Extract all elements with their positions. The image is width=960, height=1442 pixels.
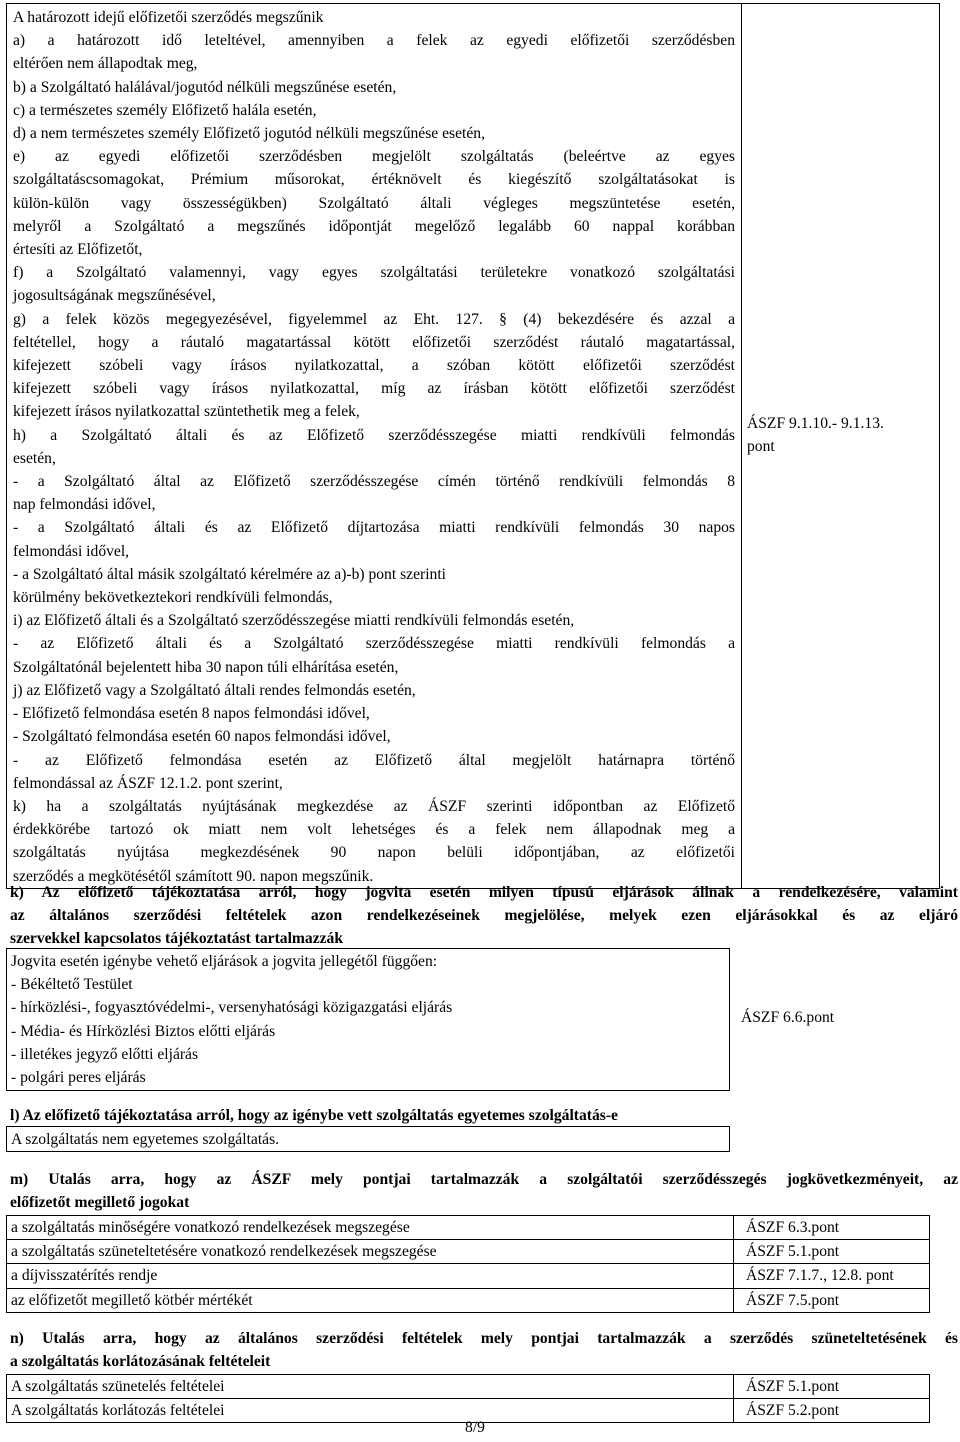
text-line: b) a Szolgáltató halálával/jogutód nélküli megszűnése esetén, xyxy=(13,78,397,96)
table-row xyxy=(7,1127,730,1152)
universal-service-cell: A szolgáltatás nem egyetemes szolgáltatás. xyxy=(7,1127,730,1152)
section-m xyxy=(10,1168,958,1214)
text-line: A határozott idejű előfizetői szerződés megszűnik xyxy=(13,9,324,26)
text-line: szervekkel kapcsolatos tájékoztatást tartalmazzák xyxy=(10,930,344,948)
text-line: értesíti az Előfizetőt, xyxy=(13,241,143,259)
text-line: jogosultságának megszűnésével, xyxy=(13,287,216,305)
row-reference: ÁSZF 6.3.pont xyxy=(734,1216,930,1240)
text-line: g) a felek közös megegyezésével, figyelemmel az Eht. 127. § (4) bekezdésére és azzal a xyxy=(13,310,735,328)
row-reference: ÁSZF 7.5.pont xyxy=(734,1288,930,1312)
text-line: - polgári peres eljárás xyxy=(11,1069,146,1087)
termination-conditions-cell xyxy=(7,4,742,889)
dispute-procedures-cell xyxy=(7,949,730,1091)
text-line: f) a Szolgáltató valamennyi, vagy egyes szolgáltatási területekre vonatkozó szolgáltatási xyxy=(13,264,735,282)
text-line: Szolgáltatónál bejelentett hiba 30 napon túli elhárítása esetén, xyxy=(13,658,399,676)
text-line: k) Az előfizető tájékoztatása arról, hogy jogvita esetén milyen típusú eljárások állnak a rendelkezésére, valamint xyxy=(10,884,958,901)
text-line: felmondási idővel, xyxy=(13,542,130,560)
text-line: - illetékes jegyző előtti eljárás xyxy=(11,1045,199,1063)
section-m-heading xyxy=(10,1168,958,1214)
text-line: m) Utalás arra, hogy az ÁSZF mely pontjai tartalmazzák a szolgáltatói szerződésszegés jogkövetkezményeit, az xyxy=(10,1171,958,1188)
text-line: a) a határozott idő leteltével, amennyiben a felek az egyedi előfizetői szerződésben xyxy=(13,32,735,50)
page-number: 8/9 xyxy=(465,1419,485,1436)
text-line: kifejezett szóbeli vagy írásos nyilatkozattal, míg az írásban kötött előfizetői szerződést xyxy=(13,380,735,398)
text-line: - a Szolgáltató által az Előfizető szerződésszegése címén történő rendkívüli felmondás 8 xyxy=(13,473,735,491)
termination-table xyxy=(6,3,940,889)
text-line: - az Előfizető felmondása esetén az Előfizető által megjelölt határnapra történő xyxy=(13,751,735,769)
text-line: j) az Előfizető vagy a Szolgáltató általi rendes felmondás esetén, xyxy=(13,681,416,699)
text-line: nap felmondási idővel, xyxy=(13,496,156,514)
termination-reference-cell xyxy=(742,4,940,889)
text-line: eltérően nem állapodtak meg, xyxy=(13,55,198,73)
text-line: k) ha a szolgáltatás nyújtásának megkezdése az ÁSZF szerinti időpontban az Előfizető xyxy=(13,797,735,815)
text-line: körülmény bekövetkeztekori rendkívüli felmondás, xyxy=(13,589,333,607)
text-line: h) a Szolgáltató általi és az Előfizető szerződésszegése miatti rendkívüli felmondás xyxy=(13,426,735,444)
table-row xyxy=(7,1264,930,1288)
text-line: n) Utalás arra, hogy az általános szerződési feltételek mely pontjai tartalmazzák a szerződés szüneteltetésének és xyxy=(10,1330,958,1347)
text-line: - hírközlési-, fogyasztóvédelmi-, versenyhatósági közigazgatási eljárás xyxy=(11,999,453,1017)
dispute-procedures-list xyxy=(11,950,729,1089)
text-line: szolgáltatás nyújtása megkezdésének 90 napon belüli időpontjában, az előfizetői xyxy=(13,844,735,862)
text-line: előfizetőt megillető jogokat xyxy=(10,1194,190,1212)
row-reference: ÁSZF 7.1.7., 12.8. pont xyxy=(734,1264,930,1288)
row-label: a szolgáltatás szüneteltetésére vonatkozó rendelkezések megszegése xyxy=(7,1240,734,1264)
text-line: felmondással az ÁSZF 12.1.2. pont szerint, xyxy=(13,774,283,792)
row-reference: ÁSZF 5.1.pont xyxy=(734,1375,930,1399)
text-line: külön-külön vagy összességükben) Szolgáltató általi végleges megszüntetése esetén, xyxy=(13,194,735,212)
text-line: - Média- és Hírközlési Biztos előtti eljárás xyxy=(11,1022,276,1040)
text-line: d) a nem természetes személy Előfizető jogutód nélküli megszűnése esetén, xyxy=(13,125,485,143)
breach-consequences-table xyxy=(6,1215,930,1313)
text-line: az általános szerződési feltételek azon rendelkezéseinek megjelölése, melyek ezen eljárásokkal és az eljáró xyxy=(10,907,958,925)
dispute-procedures-table xyxy=(6,948,730,1091)
text-line: szerződés a megkötésétől számított 90. napon megszűnik. xyxy=(13,867,374,885)
section-k-heading xyxy=(10,881,958,951)
text-line: - az Előfizető általi és a Szolgáltató szerződésszegése miatti rendkívüli felmondás a xyxy=(13,635,735,653)
text-line: esetén, xyxy=(13,449,56,467)
text-line: szolgáltatáscsomagokat, Prémium műsorokat, értéknövelt és kiegészítő szolgáltatásokat is xyxy=(13,171,735,189)
text-line: melyről a Szolgáltató a megszűnés időpontját megelőző legalább 60 nappal korábban xyxy=(13,217,735,235)
text-line: a szolgáltatás korlátozásának feltételeit xyxy=(10,1353,271,1371)
reference-text: pont xyxy=(747,438,775,456)
table-row xyxy=(7,1216,930,1240)
row-label: a szolgáltatás minőségére vonatkozó rendelkezések megszegése xyxy=(7,1216,734,1240)
text-line: Jogvita esetén igénybe vehető eljárások a jogvita jellegétől függően: xyxy=(11,953,438,970)
row-reference: ÁSZF 5.1.pont xyxy=(734,1240,930,1264)
section-n-heading xyxy=(10,1327,958,1373)
termination-conditions-text xyxy=(13,6,735,888)
text-line: - Előfizető felmondása esetén 8 napos felmondási idővel, xyxy=(13,705,370,723)
section-k xyxy=(10,881,958,951)
section-n xyxy=(10,1327,958,1373)
section-l xyxy=(10,1104,958,1127)
universal-service-table xyxy=(6,1126,730,1152)
table-row xyxy=(7,1288,930,1312)
text-line: c) a természetes személy Előfizető halála esetén, xyxy=(13,101,317,119)
text-line: kifejezett írásos nyilatkozattal szüntethetik meg a felek, xyxy=(13,403,360,421)
dispute-reference: ÁSZF 6.6.pont xyxy=(741,1009,835,1026)
text-line: kifejezett szóbeli vagy írásos nyilatkozattal, a szóban kötött előfizetői szerződést xyxy=(13,357,735,375)
text-line: - a Szolgáltató általi és az Előfizető díjtartozása miatti rendkívüli felmondás 30 napos xyxy=(13,519,735,537)
text-line: - Szolgáltató felmondása esetén 60 napos felmondási idővel, xyxy=(13,728,391,746)
section-l-heading: l) Az előfizető tájékoztatása arról, hogy az igénybe vett szolgáltatás egyetemes szolgáltatás-e xyxy=(10,1107,618,1124)
row-label: az előfizetőt megillető kötbér mértékét xyxy=(7,1288,734,1312)
text-line: érdekkörébe tartozó ok miatt nem volt lehetséges és a felek nem állapodnak meg a xyxy=(13,821,735,839)
text-line: - a Szolgáltató által másik szolgáltató kérelmére az a)-b) pont szerinti xyxy=(13,565,446,583)
text-line: - Békéltető Testület xyxy=(11,976,133,994)
table-row xyxy=(7,1240,930,1264)
row-label: A szolgáltatás szünetelés feltételei xyxy=(7,1375,734,1399)
table-row xyxy=(7,1375,930,1399)
reference-text: ÁSZF 9.1.10.- 9.1.13. xyxy=(747,415,884,432)
row-label: a díjvisszatérítés rendje xyxy=(7,1264,734,1288)
text-line: e) az egyedi előfizetői szerződésben megjelölt szolgáltatás (beleértve az egyes xyxy=(13,148,735,166)
table-row xyxy=(7,949,730,1091)
table-row xyxy=(7,4,940,889)
text-line: feltétellel, hogy a ráutaló magatartással kötött előfizetői szerződést ráutaló magatartással, xyxy=(13,333,735,351)
text-line: i) az Előfizető általi és a Szolgáltató szerződésszegése miatti rendkívüli felmondás esetén, xyxy=(13,612,575,630)
row-reference: ÁSZF 5.2.pont xyxy=(734,1399,930,1423)
row-label: A szolgáltatás korlátozás feltételei xyxy=(7,1399,734,1423)
